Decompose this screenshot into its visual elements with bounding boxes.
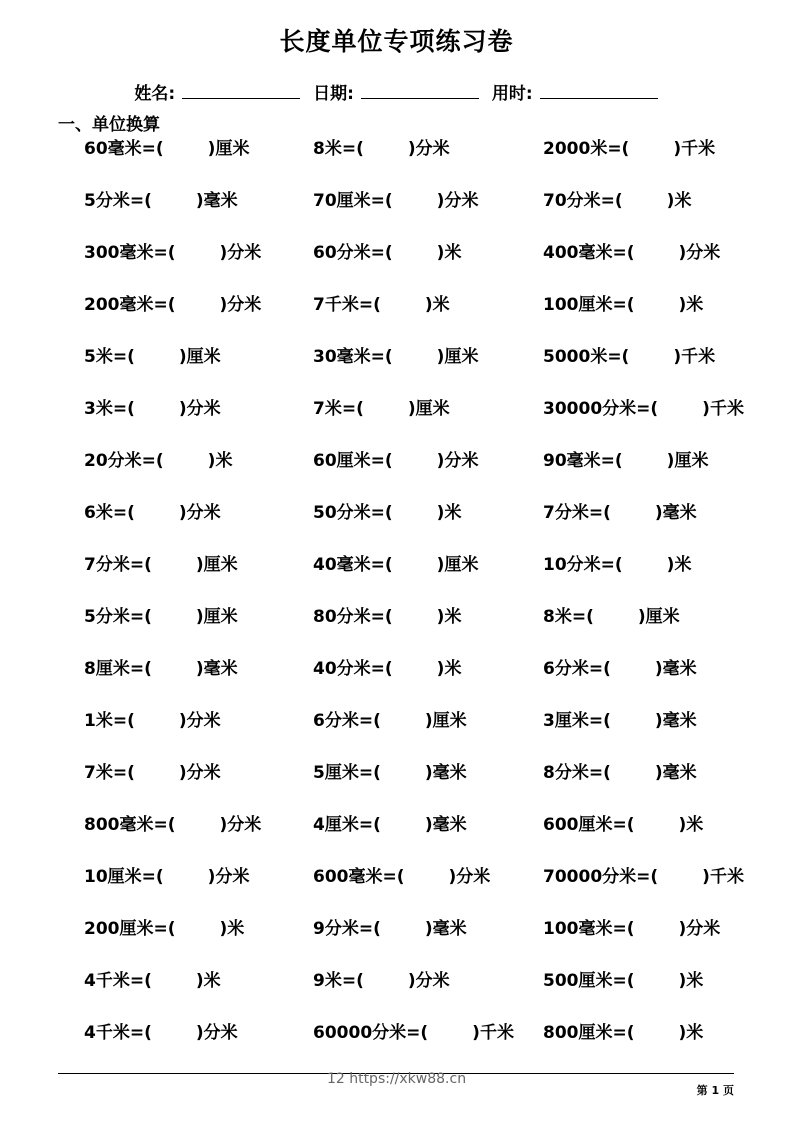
problem-suffix: )厘米: [407, 399, 450, 419]
page-number: 第 1 页: [696, 1084, 734, 1097]
problem-prefix: 3米=(: [84, 399, 135, 419]
conversion-problem: [313, 450, 478, 472]
problem-suffix: )分米: [436, 451, 479, 471]
conversion-problem: [543, 346, 715, 368]
problem-prefix: 5000米=(: [543, 347, 630, 367]
problem-suffix: )分米: [448, 867, 491, 887]
conversion-problem: [84, 138, 249, 160]
problem-prefix: 7米=(: [84, 763, 135, 783]
problem-suffix: )千米: [702, 399, 744, 419]
problem-suffix: )厘米: [424, 711, 467, 731]
problem-suffix: )米: [678, 1023, 704, 1043]
problem-prefix: 30毫米=(: [313, 347, 393, 367]
conversion-problem: [313, 658, 461, 680]
problem-prefix: 6分米=(: [313, 711, 381, 731]
conversion-problem: [84, 242, 261, 264]
problem-suffix: )米: [207, 451, 233, 471]
problem-prefix: 5分米=(: [84, 607, 152, 627]
problem-suffix: )分米: [407, 971, 450, 991]
problem-suffix: )米: [666, 191, 692, 211]
problem-prefix: 300毫米=(: [84, 243, 176, 263]
conversion-problem: [543, 970, 703, 992]
conversion-problem: [84, 762, 221, 784]
problem-suffix: )毫米: [654, 503, 697, 523]
problem-prefix: 5厘米=(: [313, 763, 381, 783]
problem-suffix: )米: [436, 607, 462, 627]
conversion-problem: [84, 294, 261, 316]
conversion-problem: [543, 1022, 703, 1044]
conversion-problem: [84, 346, 221, 368]
problem-suffix: )毫米: [654, 763, 697, 783]
problem-suffix: )米: [678, 295, 704, 315]
conversion-problem: [313, 762, 467, 784]
problem-prefix: 60000分米=(: [313, 1023, 429, 1043]
problem-row: [84, 866, 764, 918]
problem-row: [84, 918, 764, 970]
conversion-problem: [543, 294, 703, 316]
conversion-problem: [313, 294, 450, 316]
problem-prefix: 40分米=(: [313, 659, 393, 679]
problem-suffix: )厘米: [666, 451, 709, 471]
problem-prefix: 10厘米=(: [84, 867, 164, 887]
problem-suffix: )千米: [673, 139, 716, 159]
problem-prefix: 600毫米=(: [313, 867, 405, 887]
problem-row: [84, 606, 764, 658]
conversion-problem: [84, 190, 238, 212]
conversion-problem: [84, 814, 261, 836]
conversion-problem: [313, 502, 461, 524]
problem-prefix: 9分米=(: [313, 919, 381, 939]
conversion-problem: [313, 970, 450, 992]
problem-suffix: )分米: [178, 503, 221, 523]
problem-suffix: )分米: [178, 399, 221, 419]
conversion-problem: [313, 554, 478, 576]
problem-prefix: 4千米=(: [84, 1023, 152, 1043]
problem-prefix: 90毫米=(: [543, 451, 623, 471]
problem-prefix: 600厘米=(: [543, 815, 635, 835]
problem-suffix: )厘米: [207, 139, 250, 159]
problem-suffix: )分米: [178, 763, 221, 783]
problem-prefix: 7分米=(: [84, 555, 152, 575]
watermark: 12 https://xkw88.cn: [326, 1071, 467, 1087]
problem-suffix: )毫米: [424, 815, 467, 835]
problem-suffix: )米: [219, 919, 245, 939]
page-title: 长度单位专项练习卷: [279, 27, 514, 56]
problem-suffix: )米: [436, 243, 462, 263]
conversion-problem: [313, 710, 467, 732]
conversion-problem: [313, 398, 450, 420]
problem-prefix: 4厘米=(: [313, 815, 381, 835]
conversion-problem: [84, 1022, 238, 1044]
problem-suffix: )厘米: [195, 607, 238, 627]
problem-prefix: 9米=(: [313, 971, 364, 991]
conversion-problem: [543, 398, 744, 420]
conversion-problem: [543, 138, 715, 160]
problem-prefix: 1米=(: [84, 711, 135, 731]
problem-prefix: 60厘米=(: [313, 451, 393, 471]
date-blank[interactable]: [361, 84, 479, 99]
problem-prefix: 8米=(: [543, 607, 594, 627]
conversion-problem: [543, 710, 697, 732]
conversion-problem: [543, 502, 697, 524]
problem-suffix: )分米: [195, 1023, 238, 1043]
conversion-problem: [313, 242, 461, 264]
conversion-problem: [543, 658, 697, 680]
problem-prefix: 800厘米=(: [543, 1023, 635, 1043]
problem-prefix: 50分米=(: [313, 503, 393, 523]
problem-prefix: 20分米=(: [84, 451, 164, 471]
conversion-problem: [84, 658, 238, 680]
problem-row: [84, 190, 764, 242]
problem-suffix: )毫米: [195, 191, 238, 211]
conversion-problem: [313, 814, 467, 836]
problem-prefix: 70厘米=(: [313, 191, 393, 211]
problem-suffix: )分米: [207, 867, 250, 887]
problem-row: [84, 294, 764, 346]
conversion-problem: [543, 606, 680, 628]
problem-prefix: 70分米=(: [543, 191, 623, 211]
conversion-problem: [84, 970, 221, 992]
section-heading: 一、单位换算: [58, 115, 160, 135]
conversion-problem: [543, 242, 720, 264]
conversion-problem: [543, 190, 691, 212]
problem-row: [84, 242, 764, 294]
problem-suffix: )厘米: [178, 347, 221, 367]
conversion-problem: [84, 398, 221, 420]
problem-row: [84, 398, 764, 450]
problem-prefix: 80分米=(: [313, 607, 393, 627]
problem-prefix: 100毫米=(: [543, 919, 635, 939]
problem-row: [84, 1022, 764, 1074]
problem-prefix: 4千米=(: [84, 971, 152, 991]
problem-suffix: )毫米: [424, 763, 467, 783]
problem-prefix: 2000米=(: [543, 139, 630, 159]
problem-prefix: 500厘米=(: [543, 971, 635, 991]
problem-row: [84, 658, 764, 710]
problem-row: [84, 710, 764, 762]
problem-row: [84, 450, 764, 502]
problem-row: [84, 762, 764, 814]
problem-prefix: 10分米=(: [543, 555, 623, 575]
conversion-problem: [313, 138, 450, 160]
problem-suffix: )厘米: [436, 555, 479, 575]
problem-suffix: )分米: [436, 191, 479, 211]
conversion-problem: [543, 918, 720, 940]
conversion-problem: [313, 606, 461, 628]
problem-prefix: 7千米=(: [313, 295, 381, 315]
date-label: 日期:: [313, 84, 354, 104]
problem-prefix: 40毫米=(: [313, 555, 393, 575]
problem-suffix: )分米: [678, 919, 721, 939]
problem-prefix: 400毫米=(: [543, 243, 635, 263]
conversion-problem: [84, 554, 238, 576]
problem-row: [84, 346, 764, 398]
problem-prefix: 3厘米=(: [543, 711, 611, 731]
conversion-problem: [543, 866, 744, 888]
problem-suffix: )毫米: [195, 659, 238, 679]
conversion-problem: [313, 866, 490, 888]
problem-prefix: 5米=(: [84, 347, 135, 367]
conversion-problem: [84, 918, 244, 940]
conversion-problem: [313, 346, 478, 368]
problem-prefix: 8分米=(: [543, 763, 611, 783]
problem-prefix: 8厘米=(: [84, 659, 152, 679]
problem-prefix: 200厘米=(: [84, 919, 176, 939]
name-label: 姓名:: [134, 84, 176, 104]
problem-suffix: )千米: [702, 867, 744, 887]
problem-suffix: )米: [666, 555, 692, 575]
student-info: [0, 79, 793, 104]
problem-suffix: )分米: [219, 295, 262, 315]
problem-suffix: )厘米: [637, 607, 680, 627]
name-blank[interactable]: [182, 84, 300, 99]
problem-prefix: 100厘米=(: [543, 295, 635, 315]
problem-row: [84, 970, 764, 1022]
problem-prefix: 6米=(: [84, 503, 135, 523]
problem-suffix: )千米: [673, 347, 716, 367]
time-blank[interactable]: [540, 84, 658, 99]
conversion-problem: [84, 502, 221, 524]
conversion-problem: [543, 450, 708, 472]
problem-prefix: 70000分米=(: [543, 867, 659, 887]
problem-suffix: )米: [436, 659, 462, 679]
problem-prefix: 30000分米=(: [543, 399, 659, 419]
problem-suffix: )千米: [472, 1023, 514, 1043]
problem-suffix: )分米: [219, 243, 262, 263]
conversion-problem: [84, 866, 249, 888]
problem-prefix: 7米=(: [313, 399, 364, 419]
problem-prefix: 7分米=(: [543, 503, 611, 523]
problem-suffix: )厘米: [436, 347, 479, 367]
problem-suffix: )分米: [407, 139, 450, 159]
conversion-problem: [84, 710, 221, 732]
problem-suffix: )分米: [178, 711, 221, 731]
conversion-problem: [84, 606, 238, 628]
problem-prefix: 60分米=(: [313, 243, 393, 263]
conversion-problem: [543, 762, 697, 784]
problem-row: [84, 138, 764, 190]
conversion-problem: [543, 554, 691, 576]
conversion-problem: [313, 1022, 514, 1044]
problem-prefix: 6分米=(: [543, 659, 611, 679]
problem-prefix: 8米=(: [313, 139, 364, 159]
conversion-problem: [84, 450, 232, 472]
problem-prefix: 800毫米=(: [84, 815, 176, 835]
problem-suffix: )分米: [219, 815, 262, 835]
problem-suffix: )米: [678, 815, 704, 835]
problem-grid: [84, 138, 764, 1074]
problem-suffix: )厘米: [195, 555, 238, 575]
problem-suffix: )米: [436, 503, 462, 523]
conversion-problem: [543, 814, 703, 836]
problem-row: [84, 554, 764, 606]
problem-suffix: )毫米: [424, 919, 467, 939]
problem-suffix: )分米: [678, 243, 721, 263]
problem-prefix: 60毫米=(: [84, 139, 164, 159]
time-label: 用时:: [491, 84, 533, 104]
problem-row: [84, 814, 764, 866]
problem-prefix: 5分米=(: [84, 191, 152, 211]
problem-row: [84, 502, 764, 554]
problem-suffix: )米: [195, 971, 221, 991]
conversion-problem: [313, 918, 467, 940]
problem-suffix: )毫米: [654, 711, 697, 731]
problem-prefix: 200毫米=(: [84, 295, 176, 315]
problem-suffix: )毫米: [654, 659, 697, 679]
conversion-problem: [313, 190, 478, 212]
problem-suffix: )米: [424, 295, 450, 315]
problem-suffix: )米: [678, 971, 704, 991]
